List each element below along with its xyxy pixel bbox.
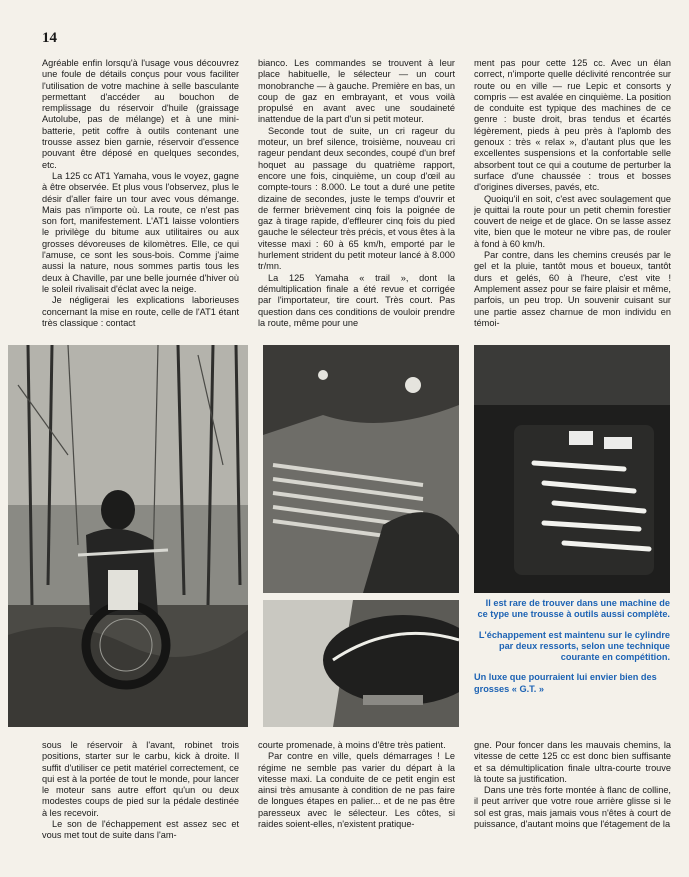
paragraph: Agréable enfin lorsqu'à l'usage vous découvrez une foule de détails conçus pour vous faciliter l'utilisation de votre machine à selle basculante permettant d'accéder au bouchon de remplissage du réservoir d'huile (graissage Autolube, pas de mélange) et à une mini-batterie, petit coffre à outils contenant une trousse assez bien garnie, réservoir d'essence pouvant être déposé en quelques secondes, etc.: [42, 58, 239, 170]
text-column-bottom-2: [258, 740, 455, 870]
paragraph: Par contre en ville, quels démarrages ! Le régime ne semble pas varier du départ à la vitesse maxi. La conduite de ce petit engin est ainsi très amusante à condition de ne pas faire de longues étapes en palier... et de ne pas être paresseux avec le sélecteur. Les côtes, si raides soient-elles, n'existent pratique-: [258, 751, 455, 830]
paragraph: gne. Pour foncer dans les mauvais chemins, la vitesse de cette 125 cc est donc bien suffisante et sa démultiplication finale ultra-courte trouve là toute sa justification.: [474, 740, 671, 784]
paragraph: sous le réservoir à l'avant, robinet trois positions, starter sur le carbu, kick à droite. Il suffit d'utiliser ce petit matériel correctement, ce qui est à la portée de tout le monde, pour lancer le moteur sans autre effort qu'un ou deux modestes coups de pied sur la pédale destinée à les recevoir.: [42, 740, 239, 818]
paragraph: Quoiqu'il en soit, c'est avec soulagement que je quittai la route pour un petit chemin forestier couvert de neige et de glace. On se lasse assez vite, bien que le moteur ne vibre pas, de rouler à fond à 60 km/h.: [474, 193, 671, 249]
text-column-bottom-3: [474, 740, 671, 870]
paragraph: Seconde tout de suite, un cri rageur du moteur, un bref silence, troisième, nouveau cri rageur pendant deux secondes, coupé d'un bref hoquet au passage du quatrième rapport, encore une fois, cinquième, un coup d'œil au compte-tours : 8.000. Le tout a duré une petite dizaine de secondes, juste le temps d'ouvrir et de fermer brièvement cinq fois la poignée de gaz à tirage rapide, d'effleurer cinq fois du pied gauche le sélecteur très précis, et vous êtes à la vitesse maxi : 60 à 65 km/h, emporté par le hurlement strident du petit moteur lancé à 8.000 tr/mn.: [258, 125, 455, 272]
paragraph: ment pas pour cette 125 cc. Avec un élan correct, n'importe quelle déclivité rencontrée sur route ou en ville — rue Lepic et consorts y compris — est avalée en cinquième. La position de conduite est typique des machines de ce genre : buste droit, bras tendus et écartés légèrement, pieds à peu près à l'aplomb des genoux : très « relax », d'autant plus que les excellentes suspensions et la confortable selle absorbent tout ce qui a coutume de perturber la surface d'une chaussée : trous et bosses d'origines diverses, pavés, etc.: [474, 58, 671, 193]
photo-exhaust-closeup: [263, 345, 459, 593]
photo-rider-forest: [8, 345, 248, 727]
page-number: 14: [42, 30, 57, 46]
paragraph: La 125 Yamaha « trail », dont la démultiplication finale a été revue et corrigée par l'importateur, tire court. Très court. Pas question dans ces conditions de vouloir prendre la route, même pour une: [258, 272, 455, 328]
photo-tank-detail: [263, 600, 459, 727]
paragraph: Par contre, dans les chemins creusés par le gel et la pluie, tantôt mous et boueux, tantôt durs et gelés, 60 à l'heure, c'est vite ! Amplement assez pour se faire plaisir et même, parfois, un peu trop. Un souvenir cuisant sur une partie assez charnue de mon individu en témoi-: [474, 250, 671, 328]
text-column-top-2: [258, 58, 455, 336]
text-column-top-1: [42, 58, 239, 336]
paragraph: bianco. Les commandes se trouvent à leur place habituelle, le sélecteur — un court monobranche — à gauche. Première en bas, un coup de gaz en embrayant, et vous voilà propulsé en avant avec une soudaineté inattendue de la part d'un si petit moteur.: [258, 58, 455, 125]
text-column-top-3: [474, 58, 671, 336]
paragraph: Je négligerai les explications laborieuses concernant la mise en route, celle de l'AT1 étant très classique : contact: [42, 295, 239, 328]
photo-captions: [474, 598, 670, 704]
paragraph: La 125 cc AT1 Yamaha, vous le voyez, gagne à être observée. Et plus vous l'observez, plus le désir d'aller faire un tour avec vous démange. Mais pas n'importe où. La route, ce n'est pas son fort, manifestement. L'AT1 laisse volontiers le privilège du bitume aux utilitaires ou aux grosses dévoreuses de kilomètres. Elle, ce qui l'amuse, ce sont les sous-bois. Comme j'aime aussi la nature, nous sommes partis tous les deux à Chaville, par une belle journée d'hiver où le soleil rivalisait d'éclat avec la neige.: [42, 170, 239, 294]
paragraph: Le son de l'échappement est assez sec et vous met tout de suite dans l'am-: [42, 819, 239, 841]
caption-luxury: Un luxe que pourraient lui envier bien des grosses « G.T. »: [474, 672, 657, 694]
caption-exhaust: L'échappement est maintenu sur le cylindre par deux ressorts, selon une technique courante en compétition.: [478, 629, 670, 663]
caption-toolkit: Il est rare de trouver dans une machine de ce type une trousse à outils aussi complète.: [477, 598, 670, 620]
paragraph: Dans une très forte montée à flanc de colline, il peut arriver que votre roue arrière glisse si le sol est gras, mais jamais vous n'êtes à court de puissance, d'autant moins que l'étagement de la: [474, 785, 671, 830]
photo-toolkit: [474, 345, 670, 593]
text-column-bottom-1: [42, 740, 239, 870]
paragraph: courte promenade, à moins d'être très patient.: [258, 740, 446, 750]
